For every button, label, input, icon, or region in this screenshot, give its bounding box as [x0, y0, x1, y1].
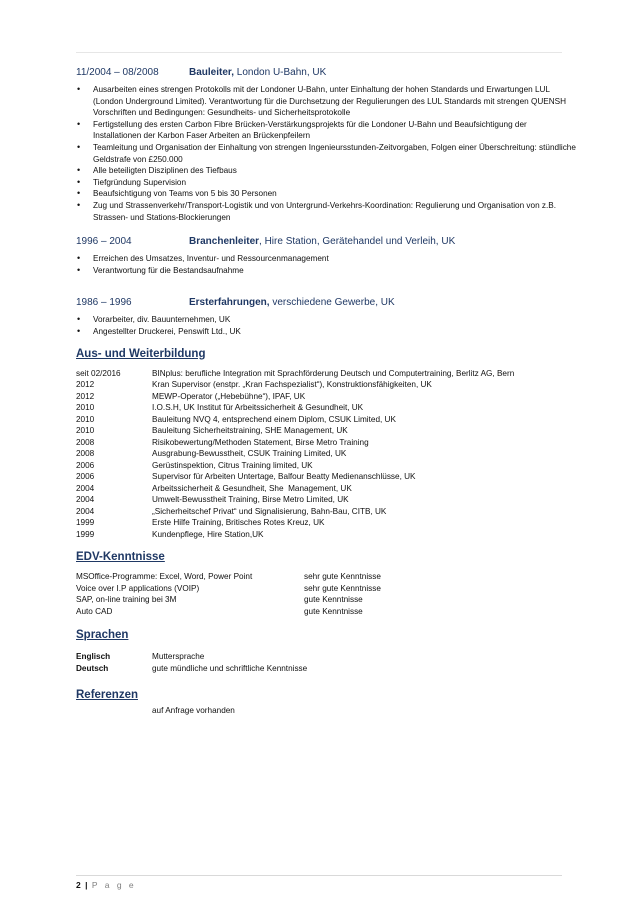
skill-name: SAP, on-line training bei 3M	[76, 595, 177, 604]
edu-description: I.O.S.H, UK Institut für Arbeitssicherheit & Gesundheit, UK	[152, 403, 364, 412]
page-number: 2	[76, 880, 81, 890]
list-item: • Vorarbeiter, div. Bauunternehmen, UK	[93, 314, 576, 326]
table-row	[76, 651, 576, 663]
table-row	[76, 583, 576, 595]
skill-name: Auto CAD	[76, 606, 113, 616]
list-item: • Ausarbeiten eines strengen Protokolls mit der Londoner U-Bahn, unter Einhaltung der hohen Standards und Erwartungen LUL (London Underground Limited). Verantwortung für die Durchsetzung der Regulierungen des LUL Standards mit strengen QUENSH Vorschriften und Bedingungen: Gesundheits- und Sicherheitsprotokolle	[93, 84, 576, 119]
section-heading: Referenzen	[76, 689, 138, 701]
job-header	[76, 66, 576, 79]
skill-level: sehr gute Kenntnisse	[304, 583, 381, 593]
job-header	[76, 235, 576, 248]
edu-date: seit 02/2016	[76, 368, 121, 378]
edu-description: Kran Supervisor (enstpr. „Kran Fachspezialist“), Konstruktionsfähigkeiten, UK	[152, 380, 432, 389]
edu-date: 2004	[76, 506, 95, 516]
skill-name: MSOffice-Programme: Excel, Word, Power Point	[76, 572, 253, 581]
table-row	[76, 425, 576, 437]
edu-date: 2010	[76, 403, 95, 412]
edu-description: Bauleitung Sicherheitstraining, SHE Management, UK	[152, 426, 348, 435]
skill-level: gute Kenntnisse	[304, 595, 363, 604]
edu-date: 2008	[76, 437, 95, 447]
table-row	[76, 506, 576, 518]
job-position: Branchenleiter	[189, 236, 260, 248]
edu-description: „Sicherheitschef Privat“ und Signalisierung, Bahn-Bau, CITB, UK	[152, 506, 387, 516]
edu-description: Risikobewertung/Methoden Statement, Birse Metro Training	[152, 437, 369, 447]
job-company: verschiedene Gewerbe, UK	[269, 297, 395, 309]
list-item: • Alle beteiligten Disziplinen des Tiefbaus	[93, 165, 576, 177]
table-row	[76, 606, 576, 618]
references-text: auf Anfrage vorhanden	[152, 706, 235, 715]
edu-description: Umwelt-Bewusstheit Training, Birse Metro Limited, UK	[152, 495, 349, 504]
list-item: • Angestellter Druckerei, Penswift Ltd., UK	[93, 326, 576, 338]
job-entry	[76, 66, 576, 223]
footer-separator: |	[85, 880, 88, 890]
table-row	[76, 402, 576, 414]
table-row	[76, 517, 576, 529]
language-name: Englisch	[76, 652, 111, 661]
edu-date: 2006	[76, 460, 95, 470]
language-level: Muttersprache	[152, 652, 205, 661]
table-row	[76, 448, 576, 460]
edu-description: BINplus: berufliche Integration mit Sprachförderung Deutsch und Computertraining, Berlitz AG, Bern	[152, 368, 515, 378]
table-row	[76, 529, 576, 541]
table-row	[76, 483, 576, 495]
table-row	[76, 471, 576, 483]
language-name: Deutsch	[76, 663, 109, 673]
table-row	[76, 594, 576, 606]
edu-description: Ausgrabung-Bewusstheit, CSUK Training Limited, UK	[152, 449, 347, 458]
edu-description: Gerüstinspektion, Citrus Training limited, UK	[152, 460, 313, 470]
edu-date: 2004	[76, 483, 95, 493]
table-row	[76, 414, 576, 426]
header-rule	[76, 52, 562, 53]
list-item: • Teamleitung und Organisation der Einhaltung von strengen Ingenieursstunden-Zeitvorgaben, Folgen einer Überschreitung: stündliche Geldstrafe von £250.000	[93, 142, 576, 165]
list-item: • Erreichen des Umsatzes, Inventur- und Ressourcenmanagement	[93, 253, 576, 265]
table-row	[76, 460, 576, 472]
table-row	[76, 368, 576, 380]
list-item: • Tiefgründung Supervision	[93, 177, 576, 189]
skill-level: gute Kenntnisse	[304, 606, 363, 616]
edu-date: 2008	[76, 449, 95, 458]
cv-page-content	[76, 66, 576, 717]
edu-date: 2010	[76, 414, 95, 424]
references-section	[76, 688, 576, 717]
edu-description: Kundenpflege, Hire Station,UK	[152, 529, 264, 539]
job-period: 11/2004 – 08/2008	[76, 67, 159, 78]
table-row	[76, 379, 576, 391]
job-header	[76, 296, 576, 309]
list-item: • Fertigstellung des ersten Carbon Fibre Brücken-Verstärkungsprojekts für die Londoner U-Bahn und Beaufsichtigung der Installationen der Karbon Faser Arbeiten an Brückenpfeilern	[93, 119, 576, 142]
page-label: P a g e	[91, 880, 137, 890]
edu-date: 2004	[76, 495, 95, 504]
section-heading: Sprachen	[76, 629, 129, 641]
edu-date: 2010	[76, 426, 95, 435]
section-heading: Aus- und Weiterbildung	[76, 347, 206, 360]
job-entry	[76, 235, 576, 276]
job-period: 1986 – 1996	[76, 297, 132, 309]
table-row	[76, 391, 576, 403]
edu-description: Arbeitssicherheit & Gesundheit, She Management, UK	[152, 483, 352, 493]
page-footer	[76, 879, 136, 891]
job-company: , Hire Station, Gerätehandel und Verleih, UK	[259, 236, 456, 248]
list-item: • Verantwortung für die Bestandsaufnahme	[93, 265, 576, 277]
list-item: • Zug und Strassenverkehr/Transport-Logistik und von Untergrund-Verkehrs-Koordination: Regulierung und Organisation von z.B. Strassen- und Stations-Blockierungen	[93, 200, 576, 223]
table-row	[76, 494, 576, 506]
table-row	[76, 437, 576, 449]
job-period: 1996 – 2004	[76, 236, 132, 248]
section-heading: EDV-Kenntnisse	[76, 551, 165, 563]
education-section	[76, 347, 576, 541]
list-item: • Beaufsichtigung von Teams von 5 bis 30 Personen	[93, 188, 576, 200]
edu-date: 1999	[76, 518, 95, 527]
languages-section	[76, 628, 576, 674]
table-row	[76, 663, 576, 675]
skill-level: sehr gute Kenntnisse	[304, 572, 381, 581]
job-company: London U-Bahn, UK	[234, 67, 327, 78]
edu-date: 2012	[76, 380, 95, 389]
edu-date: 2006	[76, 472, 95, 481]
edu-date: 1999	[76, 529, 95, 539]
skill-name: Voice over I.P applications (VOIP)	[76, 583, 200, 593]
job-position: Bauleiter,	[189, 67, 235, 78]
edu-description: Erste Hilfe Training, Britisches Rotes Kreuz, UK	[152, 518, 325, 527]
job-bullet-list	[76, 314, 576, 337]
language-level: gute mündliche und schriftliche Kenntnisse	[152, 663, 308, 673]
edu-description: MEWP-Operator („Hebebühne“), IPAF, UK	[152, 391, 306, 401]
job-position: Ersterfahrungen,	[189, 297, 270, 309]
edu-date: 2012	[76, 391, 95, 401]
job-bullet-list	[76, 84, 576, 223]
edu-description: Supervisor für Arbeiten Untertage, Balfour Beatty Medienanschlüsse, UK	[152, 472, 416, 481]
job-entry	[76, 296, 576, 337]
footer-rule	[76, 875, 562, 876]
edu-description: Bauleitung NVQ 4, entsprechend einem Diplom, CSUK Limited, UK	[152, 414, 396, 424]
edv-section	[76, 550, 576, 617]
job-bullet-list	[76, 253, 576, 276]
table-row	[76, 571, 576, 583]
